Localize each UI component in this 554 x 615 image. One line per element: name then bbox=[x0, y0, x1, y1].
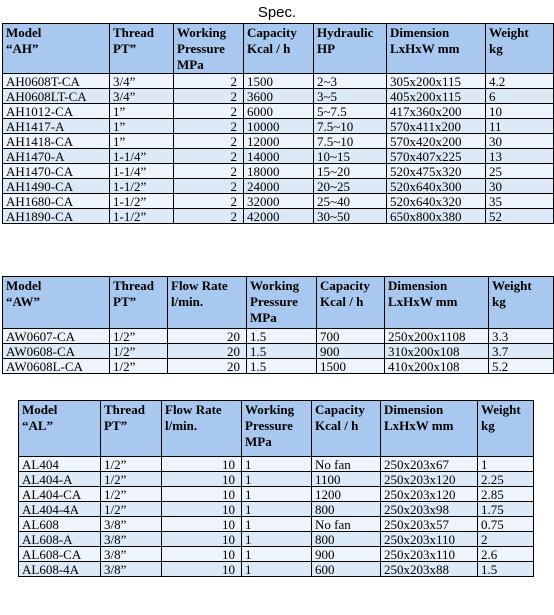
ah-table-cell: 30 bbox=[486, 179, 554, 194]
ah-table-cell: AH1490-CA bbox=[3, 179, 110, 194]
ah-table-cell: 10000 bbox=[244, 119, 314, 134]
ah-table-cell: 24000 bbox=[244, 179, 314, 194]
al-table-cell: 1/2” bbox=[101, 472, 162, 487]
ah-table-cell: 6 bbox=[486, 89, 554, 104]
al-table-cell: 3/8” bbox=[101, 562, 162, 577]
aw-table-cell: 250x200x1108 bbox=[385, 329, 489, 344]
al-table-cell: 10 bbox=[162, 472, 242, 487]
al-table-cell: AL608 bbox=[19, 517, 101, 532]
ah-table-cell: 570x407x225 bbox=[387, 149, 486, 164]
ah-table-cell: 570x411x200 bbox=[387, 119, 486, 134]
ah-table-cell: 25~40 bbox=[314, 194, 387, 209]
ah-table-cell: AH1418-CA bbox=[3, 134, 110, 149]
ah-table-cell: AH1012-CA bbox=[3, 104, 110, 119]
ah-table-cell: 10 bbox=[486, 104, 554, 119]
al-table-cell: 250x203x120 bbox=[381, 487, 478, 502]
aw-table-cell: 1.5 bbox=[247, 359, 317, 374]
al-table-cell: 250x203x88 bbox=[381, 562, 478, 577]
al-table-cell: 0.75 bbox=[478, 517, 534, 532]
ah-header-cell: Working Pressure MPa bbox=[174, 24, 244, 74]
aw-table-cell: 1/2” bbox=[110, 344, 168, 359]
al-table-cell: 250x203x98 bbox=[381, 502, 478, 517]
al-table-row bbox=[19, 472, 534, 487]
aw-header-cell: Working Pressure MPa bbox=[247, 277, 317, 329]
al-table-cell: 10 bbox=[162, 532, 242, 547]
ah-table-cell: 1-1/2” bbox=[110, 179, 174, 194]
ah-header-cell: Weight kg bbox=[486, 24, 554, 74]
al-table-cell: AL404-CA bbox=[19, 487, 101, 502]
aw-table-cell: AW0607-CA bbox=[3, 329, 110, 344]
aw-table-cell: 3.7 bbox=[489, 344, 554, 359]
ah-spec-table bbox=[2, 23, 554, 224]
al-table-cell: 1200 bbox=[312, 487, 381, 502]
al-table-cell: 10 bbox=[162, 457, 242, 472]
al-table-row bbox=[19, 457, 534, 472]
ah-table-cell: 1” bbox=[110, 119, 174, 134]
ah-table-cell: 52 bbox=[486, 209, 554, 224]
aw-table-cell: 700 bbox=[317, 329, 385, 344]
ah-table-cell: AH1470-CA bbox=[3, 164, 110, 179]
al-spec-table bbox=[18, 400, 534, 577]
ah-table-cell: 11 bbox=[486, 119, 554, 134]
al-table-cell: 1 bbox=[242, 502, 312, 517]
aw-header-cell: Model “AW” bbox=[3, 277, 110, 329]
al-table-cell: 1 bbox=[242, 532, 312, 547]
ah-table-cell: 2 bbox=[174, 194, 244, 209]
al-table-cell: 2 bbox=[478, 532, 534, 547]
al-table-cell: AL608-A bbox=[19, 532, 101, 547]
aw-header-cell: Thread PT” bbox=[110, 277, 168, 329]
al-table-row bbox=[19, 517, 534, 532]
ah-table-cell: 650x800x380 bbox=[387, 209, 486, 224]
aw-table-row bbox=[3, 359, 554, 374]
aw-table-cell: 310x200x108 bbox=[385, 344, 489, 359]
ah-table-cell: 3/4” bbox=[110, 89, 174, 104]
al-table-cell: AL608-4A bbox=[19, 562, 101, 577]
al-table-cell: AL404-4A bbox=[19, 502, 101, 517]
al-header-cell: Flow Rate l/min. bbox=[162, 401, 242, 457]
al-table-cell: 10 bbox=[162, 487, 242, 502]
ah-table-cell: AH1890-CA bbox=[3, 209, 110, 224]
ah-table-cell: 30 bbox=[486, 134, 554, 149]
ah-table-cell: 305x200x115 bbox=[387, 74, 486, 89]
al-table-row bbox=[19, 562, 534, 577]
aw-header-cell: Dimension LxHxW mm bbox=[385, 277, 489, 329]
ah-table-cell: 2 bbox=[174, 209, 244, 224]
al-table-cell: 1/2” bbox=[101, 457, 162, 472]
al-table-cell: 800 bbox=[312, 502, 381, 517]
ah-header-cell: Thread PT” bbox=[110, 24, 174, 74]
aw-table-cell: 20 bbox=[168, 329, 247, 344]
ah-table-cell: 7.5~10 bbox=[314, 119, 387, 134]
ah-table-cell: 3600 bbox=[244, 89, 314, 104]
al-table-cell: 10 bbox=[162, 517, 242, 532]
al-table-cell: 1 bbox=[242, 457, 312, 472]
al-header-cell: Thread PT” bbox=[101, 401, 162, 457]
al-table-cell: 1 bbox=[242, 472, 312, 487]
al-table-cell: AL608-CA bbox=[19, 547, 101, 562]
al-table-row bbox=[19, 487, 534, 502]
ah-table-cell: 42000 bbox=[244, 209, 314, 224]
al-header-cell: Dimension LxHxW mm bbox=[381, 401, 478, 457]
ah-table-cell: 5~7.5 bbox=[314, 104, 387, 119]
ah-table-cell: 14000 bbox=[244, 149, 314, 164]
ah-table-cell: 12000 bbox=[244, 134, 314, 149]
aw-spec-table bbox=[2, 276, 554, 374]
al-table-row bbox=[19, 502, 534, 517]
ah-table-cell: 570x420x200 bbox=[387, 134, 486, 149]
ah-table-cell: AH1417-A bbox=[3, 119, 110, 134]
aw-table-cell: 900 bbox=[317, 344, 385, 359]
ah-table-cell: 10~15 bbox=[314, 149, 387, 164]
ah-table-cell: 1-1/4” bbox=[110, 164, 174, 179]
ah-table-cell: 405x200x115 bbox=[387, 89, 486, 104]
al-table-cell: 3/8” bbox=[101, 547, 162, 562]
al-table-cell: 1 bbox=[242, 487, 312, 502]
al-table-cell: 600 bbox=[312, 562, 381, 577]
al-table-cell: No fan bbox=[312, 517, 381, 532]
al-table-cell: 1/2” bbox=[101, 487, 162, 502]
al-table-row bbox=[19, 532, 534, 547]
ah-table-row bbox=[3, 74, 554, 89]
ah-table-cell: 1500 bbox=[244, 74, 314, 89]
al-table-cell: 2.85 bbox=[478, 487, 534, 502]
al-table-cell: 900 bbox=[312, 547, 381, 562]
al-table-cell: 10 bbox=[162, 562, 242, 577]
aw-table-cell: 20 bbox=[168, 344, 247, 359]
ah-table-cell: 1-1/4” bbox=[110, 149, 174, 164]
ah-table-cell: 18000 bbox=[244, 164, 314, 179]
aw-header-cell: Weight kg bbox=[489, 277, 554, 329]
ah-header-row bbox=[3, 24, 554, 74]
ah-table-cell: 520x640x320 bbox=[387, 194, 486, 209]
ah-table-cell: 3/4” bbox=[110, 74, 174, 89]
aw-header-cell: Capacity Kcal / h bbox=[317, 277, 385, 329]
ah-table-cell: 2 bbox=[174, 179, 244, 194]
ah-table-cell: 3~5 bbox=[314, 89, 387, 104]
ah-header-cell: Dimension LxHxW mm bbox=[387, 24, 486, 74]
aw-table-cell: 1/2” bbox=[110, 329, 168, 344]
ah-table-cell: AH0608LT-CA bbox=[3, 89, 110, 104]
ah-table-row bbox=[3, 179, 554, 194]
ah-table-cell: AH1680-CA bbox=[3, 194, 110, 209]
ah-table-row bbox=[3, 134, 554, 149]
ah-table-cell: 1” bbox=[110, 104, 174, 119]
aw-table-cell: 1.5 bbox=[247, 344, 317, 359]
ah-table-row bbox=[3, 209, 554, 224]
page-title: Spec. bbox=[257, 4, 297, 21]
al-header-cell: Capacity Kcal / h bbox=[312, 401, 381, 457]
ah-table-cell: 6000 bbox=[244, 104, 314, 119]
al-table-cell: 1 bbox=[242, 547, 312, 562]
aw-table-cell: AW0608-CA bbox=[3, 344, 110, 359]
ah-table-cell: 2 bbox=[174, 149, 244, 164]
al-table-cell: 3/8” bbox=[101, 532, 162, 547]
ah-table-cell: 25 bbox=[486, 164, 554, 179]
aw-table-row bbox=[3, 344, 554, 359]
ah-table-cell: 7.5~10 bbox=[314, 134, 387, 149]
ah-table-cell: 32000 bbox=[244, 194, 314, 209]
ah-table-cell: 417x360x200 bbox=[387, 104, 486, 119]
ah-table-cell: 1-1/2” bbox=[110, 194, 174, 209]
ah-table-row bbox=[3, 194, 554, 209]
al-table-cell: 2.25 bbox=[478, 472, 534, 487]
al-header-row bbox=[19, 401, 534, 457]
ah-table-row bbox=[3, 104, 554, 119]
al-header-cell: Working Pressure MPa bbox=[242, 401, 312, 457]
aw-header-cell: Flow Rate l/min. bbox=[168, 277, 247, 329]
aw-table-cell: 410x200x108 bbox=[385, 359, 489, 374]
ah-table-row bbox=[3, 149, 554, 164]
ah-table-row bbox=[3, 119, 554, 134]
ah-table-cell: 2 bbox=[174, 119, 244, 134]
aw-table-cell: 5.2 bbox=[489, 359, 554, 374]
ah-table-cell: 15~20 bbox=[314, 164, 387, 179]
ah-table-cell: 2 bbox=[174, 164, 244, 179]
ah-table-cell: 30~50 bbox=[314, 209, 387, 224]
ah-table-cell: AH0608T-CA bbox=[3, 74, 110, 89]
al-table-cell: 250x203x110 bbox=[381, 547, 478, 562]
ah-table-row bbox=[3, 164, 554, 179]
al-table-cell: 250x203x110 bbox=[381, 532, 478, 547]
ah-header-cell: Capacity Kcal / h bbox=[244, 24, 314, 74]
aw-table-cell: 1500 bbox=[317, 359, 385, 374]
al-table-cell: 1/2” bbox=[101, 502, 162, 517]
aw-table-cell: 1.5 bbox=[247, 329, 317, 344]
ah-table-cell: 13 bbox=[486, 149, 554, 164]
al-table-cell: 1 bbox=[478, 457, 534, 472]
al-table-cell: 250x203x57 bbox=[381, 517, 478, 532]
al-table-cell: No fan bbox=[312, 457, 381, 472]
al-table-cell: 250x203x67 bbox=[381, 457, 478, 472]
ah-table-cell: 1-1/2” bbox=[110, 209, 174, 224]
ah-table-cell: 2 bbox=[174, 89, 244, 104]
al-table-cell: 2.6 bbox=[478, 547, 534, 562]
ah-table-cell: 2 bbox=[174, 74, 244, 89]
ah-table-cell: 4.2 bbox=[486, 74, 554, 89]
aw-table-cell: 1/2” bbox=[110, 359, 168, 374]
al-table-cell: 1100 bbox=[312, 472, 381, 487]
al-table-cell: 1 bbox=[242, 517, 312, 532]
al-table-cell: AL404-A bbox=[19, 472, 101, 487]
al-table-cell: 10 bbox=[162, 547, 242, 562]
al-table-cell: AL404 bbox=[19, 457, 101, 472]
ah-header-cell: Model “AH” bbox=[3, 24, 110, 74]
al-header-cell: Weight kg bbox=[478, 401, 534, 457]
ah-table-cell: AH1470-A bbox=[3, 149, 110, 164]
al-table-cell: 250x203x120 bbox=[381, 472, 478, 487]
al-table-cell: 10 bbox=[162, 502, 242, 517]
al-table-cell: 1.5 bbox=[478, 562, 534, 577]
ah-table-cell: 2 bbox=[174, 104, 244, 119]
aw-table-cell: AW0608L-CA bbox=[3, 359, 110, 374]
ah-table-cell: 2~3 bbox=[314, 74, 387, 89]
ah-table-cell: 520x640x300 bbox=[387, 179, 486, 194]
ah-table-cell: 35 bbox=[486, 194, 554, 209]
al-table-cell: 1 bbox=[242, 562, 312, 577]
ah-table-cell: 1” bbox=[110, 134, 174, 149]
al-table-cell: 800 bbox=[312, 532, 381, 547]
al-header-cell: Model “AL” bbox=[19, 401, 101, 457]
aw-table-cell: 20 bbox=[168, 359, 247, 374]
ah-header-cell: Hydraulic HP bbox=[314, 24, 387, 74]
al-table-row bbox=[19, 547, 534, 562]
aw-table-row bbox=[3, 329, 554, 344]
al-table-cell: 1.75 bbox=[478, 502, 534, 517]
ah-table-row bbox=[3, 89, 554, 104]
ah-table-cell: 2 bbox=[174, 134, 244, 149]
aw-table-cell: 3.3 bbox=[489, 329, 554, 344]
aw-header-row bbox=[3, 277, 554, 329]
ah-table-cell: 520x475x320 bbox=[387, 164, 486, 179]
ah-table-cell: 20~25 bbox=[314, 179, 387, 194]
al-table-cell: 3/8” bbox=[101, 517, 162, 532]
